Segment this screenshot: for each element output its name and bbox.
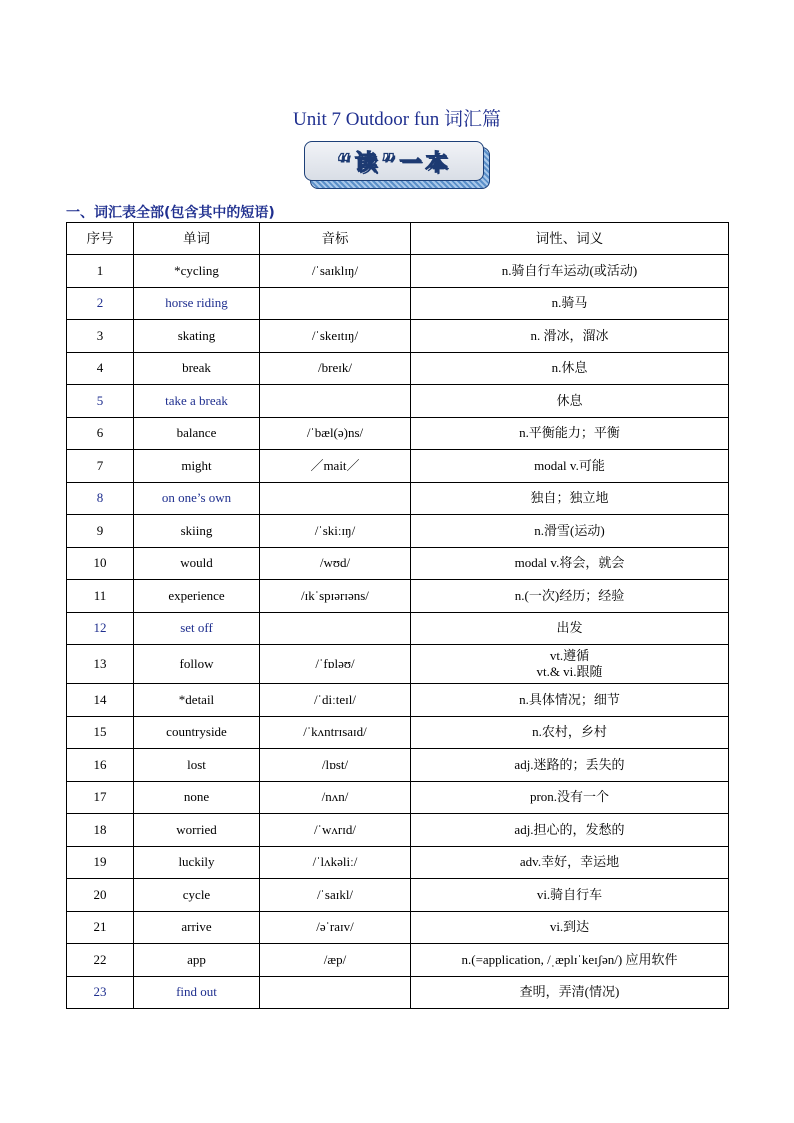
cell-part-of-speech xyxy=(411,352,729,385)
cell-part-of-speech xyxy=(411,255,729,288)
meaning-line: modal v.将会，就会 xyxy=(514,555,625,571)
table-row xyxy=(67,320,729,353)
cell-phonetic: /wʊd/ xyxy=(260,547,411,580)
meaning-line: adv.幸好，幸运地 xyxy=(519,854,620,870)
table-row xyxy=(67,749,729,782)
cell-word: worried xyxy=(134,814,260,847)
cell-phonetic: /ˈdiːteɪl/ xyxy=(260,684,411,717)
cell-word: cycle xyxy=(134,879,260,912)
cell-part-of-speech xyxy=(411,580,729,613)
meaning-line: n.滑雪(运动) xyxy=(534,522,605,538)
page-title: Unit 7 Outdoor fun 词汇篇 xyxy=(293,109,501,130)
meaning-line: 独自；独立地 xyxy=(530,490,609,506)
cell-word: follow xyxy=(134,645,260,684)
cell-number: 8 xyxy=(67,482,134,515)
cell-phonetic: /ˈlʌkəliː/ xyxy=(260,846,411,879)
badge-text: “读”一本 xyxy=(336,150,452,176)
meaning-line: n.具体情况；细节 xyxy=(519,691,620,707)
cell-number: 15 xyxy=(67,716,134,749)
cell-phonetic: /lɒst/ xyxy=(260,749,411,782)
cell-phonetic: /ˈbæl(ə)ns/ xyxy=(260,417,411,450)
cell-word: find out xyxy=(134,976,260,1009)
cell-word: break xyxy=(134,352,260,385)
cell-number: 1 xyxy=(67,255,134,288)
cell-number: 20 xyxy=(67,879,134,912)
cell-number: 16 xyxy=(67,749,134,782)
cell-part-of-speech xyxy=(411,749,729,782)
table-row xyxy=(67,385,729,418)
cell-part-of-speech xyxy=(411,515,729,548)
cell-phonetic: ／mait／ xyxy=(260,450,411,483)
cell-phonetic: /ˈskeɪtɪŋ/ xyxy=(260,320,411,353)
meaning-line: n.农村，乡村 xyxy=(532,724,607,740)
cell-phonetic: /ˈsaɪkl/ xyxy=(260,879,411,912)
cell-number: 7 xyxy=(67,450,134,483)
cell-part-of-speech xyxy=(411,612,729,645)
header-phonetic: 音标 xyxy=(260,223,411,255)
cell-word: app xyxy=(134,944,260,977)
cell-number: 18 xyxy=(67,814,134,847)
header-number: 序号 xyxy=(67,223,134,255)
cell-word: skating xyxy=(134,320,260,353)
cell-part-of-speech xyxy=(411,385,729,418)
cell-phonetic: /əˈraɪv/ xyxy=(260,911,411,944)
table-body xyxy=(67,255,729,1009)
header-word: 单词 xyxy=(134,223,260,255)
table-row xyxy=(67,976,729,1009)
meaning-line: n.骑马 xyxy=(551,295,588,311)
cell-number: 23 xyxy=(67,976,134,1009)
read-badge xyxy=(304,141,490,189)
meaning-line: 查明，弄清(情况) xyxy=(519,984,620,1000)
cell-part-of-speech xyxy=(411,911,729,944)
cell-part-of-speech xyxy=(411,320,729,353)
cell-phonetic xyxy=(260,482,411,515)
cell-number: 2 xyxy=(67,287,134,320)
cell-word: luckily xyxy=(134,846,260,879)
meaning-line: 休息 xyxy=(556,392,583,408)
cell-part-of-speech xyxy=(411,645,729,684)
cell-phonetic xyxy=(260,287,411,320)
cell-part-of-speech xyxy=(411,450,729,483)
cell-number: 13 xyxy=(67,645,134,684)
meaning-line: pron.没有一个 xyxy=(529,789,610,805)
cell-phonetic: /æp/ xyxy=(260,944,411,977)
table-header-row xyxy=(67,223,729,255)
cell-part-of-speech xyxy=(411,482,729,515)
cell-phonetic: /ˈfɒləʊ/ xyxy=(260,645,411,684)
table-row xyxy=(67,255,729,288)
cell-part-of-speech xyxy=(411,417,729,450)
meaning-line: adj.迷路的；丢失的 xyxy=(514,756,625,772)
cell-word: balance xyxy=(134,417,260,450)
cell-phonetic: /ˈkʌntrɪsaɪd/ xyxy=(260,716,411,749)
table-row xyxy=(67,547,729,580)
cell-part-of-speech xyxy=(411,716,729,749)
cell-part-of-speech xyxy=(411,846,729,879)
cell-number: 21 xyxy=(67,911,134,944)
meaning-line: n. 滑冰，溜冰 xyxy=(530,327,609,343)
cell-number: 12 xyxy=(67,612,134,645)
header-part-of-speech: 词性、词义 xyxy=(411,223,729,255)
cell-part-of-speech xyxy=(411,684,729,717)
table-row xyxy=(67,580,729,613)
cell-phonetic: /breɪk/ xyxy=(260,352,411,385)
cell-word: lost xyxy=(134,749,260,782)
cell-word: horse riding xyxy=(134,287,260,320)
cell-phonetic xyxy=(260,385,411,418)
cell-part-of-speech xyxy=(411,547,729,580)
cell-phonetic: /ˈskiːɪŋ/ xyxy=(260,515,411,548)
meaning-line: vi.骑自行车 xyxy=(536,886,603,902)
meaning-line: vt.遵循 xyxy=(549,648,590,663)
cell-number: 5 xyxy=(67,385,134,418)
cell-phonetic: /ɪkˈspɪərɪəns/ xyxy=(260,580,411,613)
meaning-line: n.骑自行车运动(或活动) xyxy=(501,262,638,278)
table-row xyxy=(67,287,729,320)
cell-part-of-speech xyxy=(411,781,729,814)
badge-box xyxy=(304,141,484,181)
cell-number: 19 xyxy=(67,846,134,879)
cell-word: would xyxy=(134,547,260,580)
meaning-line: modal v.可能 xyxy=(534,457,605,473)
cell-phonetic xyxy=(260,976,411,1009)
cell-number: 11 xyxy=(67,580,134,613)
cell-number: 17 xyxy=(67,781,134,814)
table-row xyxy=(67,911,729,944)
cell-part-of-speech xyxy=(411,944,729,977)
meaning-line: adj.担心的，发愁的 xyxy=(514,821,625,837)
cell-word: take a break xyxy=(134,385,260,418)
cell-word: countryside xyxy=(134,716,260,749)
cell-word: might xyxy=(134,450,260,483)
cell-word: *cycling xyxy=(134,255,260,288)
table-row xyxy=(67,482,729,515)
cell-word: *detail xyxy=(134,684,260,717)
cell-phonetic xyxy=(260,612,411,645)
cell-word: on one’s own xyxy=(134,482,260,515)
table-row xyxy=(67,515,729,548)
cell-phonetic: /nʌn/ xyxy=(260,781,411,814)
table-row xyxy=(67,645,729,684)
section-heading: 一、词汇表全部(包含其中的短语) xyxy=(66,205,275,221)
cell-word: arrive xyxy=(134,911,260,944)
meaning-line: n.(=application, /ˌæplɪˈkeɪʃən/) 应用软件 xyxy=(461,951,678,967)
meaning-line: vt.& vi.跟随 xyxy=(536,664,603,679)
cell-number: 10 xyxy=(67,547,134,580)
meaning-line: n.休息 xyxy=(551,360,588,376)
cell-word: set off xyxy=(134,612,260,645)
table-row xyxy=(67,352,729,385)
cell-phonetic: /ˈsaɪklɪŋ/ xyxy=(260,255,411,288)
meaning-line: n.(一次)经历；经验 xyxy=(514,587,625,603)
meaning-line: vi.到达 xyxy=(549,919,590,935)
cell-number: 14 xyxy=(67,684,134,717)
table-row xyxy=(67,684,729,717)
meaning-line: 出发 xyxy=(556,620,583,636)
cell-phonetic: /ˈwʌrɪd/ xyxy=(260,814,411,847)
cell-part-of-speech xyxy=(411,976,729,1009)
table-row xyxy=(67,846,729,879)
table-row xyxy=(67,879,729,912)
cell-part-of-speech xyxy=(411,287,729,320)
table-row xyxy=(67,417,729,450)
cell-word: skiing xyxy=(134,515,260,548)
meaning-line: n.平衡能力；平衡 xyxy=(519,425,620,441)
table-row xyxy=(67,944,729,977)
table-row xyxy=(67,612,729,645)
cell-number: 6 xyxy=(67,417,134,450)
table-row xyxy=(67,781,729,814)
cell-number: 22 xyxy=(67,944,134,977)
cell-part-of-speech xyxy=(411,814,729,847)
cell-word: none xyxy=(134,781,260,814)
vocabulary-table xyxy=(66,222,729,1009)
cell-number: 4 xyxy=(67,352,134,385)
cell-number: 9 xyxy=(67,515,134,548)
table-row xyxy=(67,716,729,749)
cell-part-of-speech xyxy=(411,879,729,912)
table-row xyxy=(67,450,729,483)
cell-word: experience xyxy=(134,580,260,613)
table-row xyxy=(67,814,729,847)
cell-number: 3 xyxy=(67,320,134,353)
